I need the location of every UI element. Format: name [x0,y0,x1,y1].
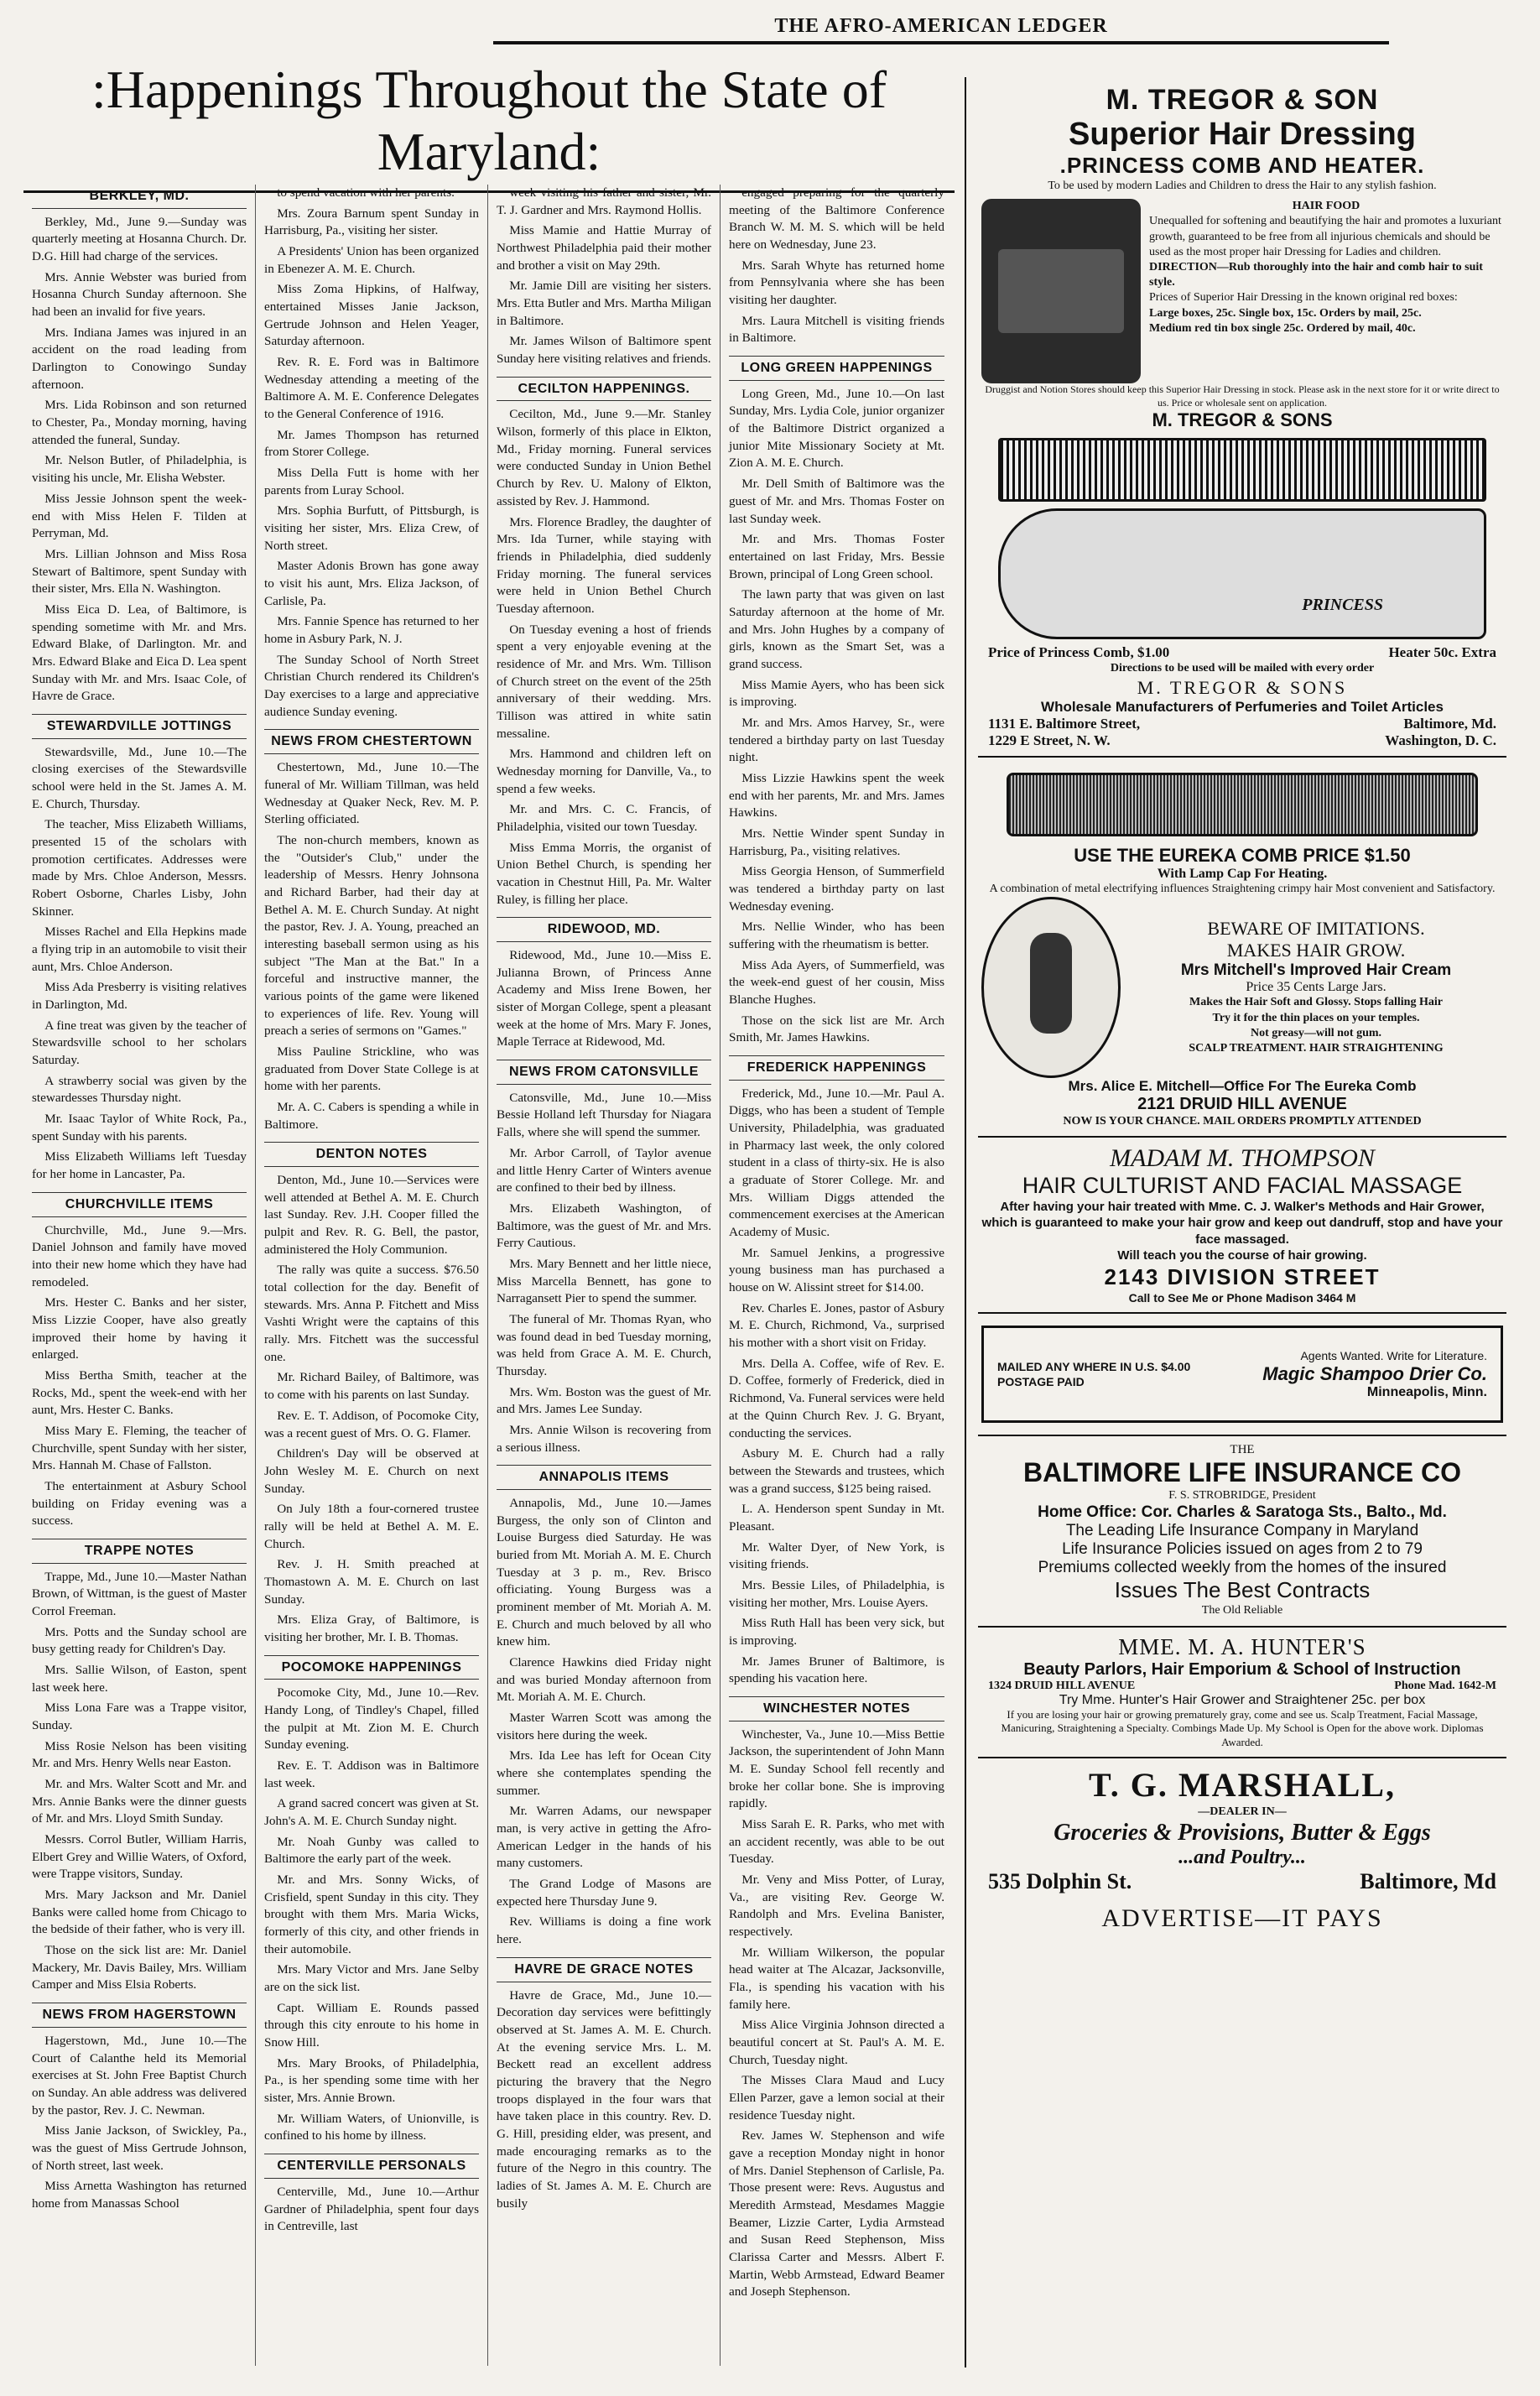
section-heading: HAVRE DE GRACE NOTES [497,1957,711,1982]
news-paragraph: Miss Lona Fare was a Trappe visitor, Sunday. [32,1701,247,1733]
news-paragraph: Mr. William Waters, of Unionville, is confined to his home by illness. [264,2111,479,2143]
wholesale-label: Wholesale Manufacturers of Perfumeries and Toilet Articles [1041,698,1444,715]
marshall-city: Baltimore, Md [1360,1869,1496,1894]
news-paragraph: Rev. E. T. Addison was in Baltimore last week. [264,1758,479,1790]
section-heading: NEWS FROM CHESTERTOWN [264,729,479,754]
news-paragraph: Mrs. Sophia Burfutt, of Pittsburgh, is visiting her sister, Mrs. Eliza Crew, of North street. [264,503,479,553]
news-paragraph: Mr. and Mrs. Sonny Wicks, of Crisfield, spent Sunday in this city. They brought with them Mrs. Maria Wicks, formerly of this city, and other friends in their automobile. [264,1873,479,1956]
hunter-address-row [981,1680,1503,1693]
news-paragraph: Mrs. Annie Webster was buried from Hosanna Church Sunday afternoon. She had been an invalid for five years. [32,269,247,320]
advertisement-column [965,77,1506,2367]
news-paragraph: Havre de Grace, Md., June 10.—Decoration day services were befittingly observed at St. James A. M. E. Church. At the evening service Mrs. L. M. Beckett read an excellent address picturing the bravery that the Negro troops displayed in the four wars that have taken place in this country. Rev. D. G. Hill, presiding elder, was present, and made encouraging remarks as to the future of the Negro in this country. The ladies of St. James A. M. E. Church are busily [497,1987,711,2211]
news-paragraph: Mrs. Sallie Wilson, of Easton, spent last week here. [32,1663,247,1695]
eureka-text [1129,918,1503,1056]
news-paragraph: The Misses Clara Maud and Lucy Ellen Parzer, gave a lemon social at their residence Tuesday night. [729,2073,944,2123]
tregor-firm: M. TREGOR & SON [1106,84,1379,116]
news-paragraph: Cecilton, Md., June 9.—Mr. Stanley Wilson, formerly of this place in Elkton, Md., Friday morning. Funeral services were conducted Sunday in Union Bethel Church by Rev. U. Malony of Elkton, assisted by Rev. J. Hammond. [497,407,711,508]
news-paragraph: Mrs. Nellie Winder, who has been suffering with the rheumatism is better. [729,919,944,951]
tregor-intro: To be used by modern Ladies and Children to dress the Hair to any stylish fashion. [1048,180,1437,192]
news-paragraph: Miss Elizabeth Williams left Tuesday for her home in Lancaster, Pa. [32,1149,247,1182]
news-paragraph: Mr. Veny and Miss Potter, of Luray, Va., are visiting Rev. George W. Randolph and Mrs. Evelina Banister, respectively. [729,1873,944,1940]
news-paragraph: Mrs. Hester C. Banks and her sister, Miss Lizzie Cooper, have also greatly improved their home by having it enlarged. [32,1295,247,1362]
address-row-2 [981,732,1503,749]
insurance-president: F. S. STROBRIDGE, President [1168,1489,1316,1503]
news-paragraph: Miss Janie Jackson, of Swickley, Pa., was the guest of Miss Gertrude Johnson, of North street, last week. [32,2123,247,2173]
news-paragraph: Mr. and Mrs. Walter Scott and Mr. and Mrs. Annie Banks were the dinner guests of Mr. and Mrs. Lloyd Smith Sunday. [32,1777,247,1826]
news-paragraph: Those on the sick list are Mr. Arch Smith, Mr. James Hawkins. [729,1013,944,1045]
shampoo-agents: Agents Wanted. Write for Literature. [1300,1349,1487,1363]
news-paragraph: On July 18th a four-cornered trustee rally will be held at Bethel A. M. E. Church. [264,1502,479,1551]
news-paragraph: Miss Della Futt is home with her parents from Luray School. [264,466,479,497]
news-paragraph: A fine treat was given by the teacher of Stewardsville school to her scholars Saturday. [32,1018,247,1068]
news-paragraph: Mr. Isaac Taylor of White Rock, Pa., spent Sunday with his parents. [32,1112,247,1143]
news-paragraph: L. A. Henderson spent Sunday in Mt. Pleasant. [729,1502,944,1534]
news-paragraph: Miss Lizzie Hawkins spent the week end with her parents, Mr. and Mrs. James Hawkins. [729,770,944,820]
cream-soft: Makes the Hair Soft and Glossy. Stops falling Hair [1189,996,1443,1009]
news-paragraph: Mr. Richard Bailey, of Baltimore, was to come with his parents on last Sunday. [264,1370,479,1403]
thompson-title: HAIR CULTURIST AND FACIAL MASSAGE [1022,1172,1463,1198]
shampoo-mailed: MAILED ANY WHERE IN U.S. $4.00 POSTAGE PAID [997,1359,1191,1389]
news-paragraph: The non-church members, known as the "Outsider's Club," under the leadership of Messrs. Henry Johnsona and Richard Barber, had their day at Bethel A. M. E. Church Sunday. At night the pastor, Rev. J. A. Young, preached an interesting baseball sermon using as his subject "The Man at the Bat." In a forceful and instructive manner, the various points of the game were likened to experiences of life. Rev. Young will preach a series of sermons on "Games." [264,832,479,1039]
news-paragraph: Mr. James Wilson of Baltimore spent Sunday here visiting relatives and friends. [497,334,711,367]
news-paragraph: Clarence Hawkins died Friday night and was buried Monday afternoon from Mt. Moriah A. M. E. Church. [497,1655,711,1705]
thompson-name: MADAM M. THOMPSON [1110,1143,1375,1172]
heater-icon [998,508,1486,639]
section-heading: DENTON NOTES [264,1142,479,1167]
news-paragraph: Mrs. Della A. Coffee, wife of Rev. E. D. Coffee, formerly of Frederick, died in Richmond, Va. Funeral services were held at the Quinn Church Rev. J. G. Bryant, conducting the services. [729,1356,944,1440]
news-paragraph: Pocomoke City, Md., June 10.—Rev. Handy Long, of Tindley's Chapel, filled the pulpit at Mt. Zion M. E. Church Sunday evening. [264,1685,479,1753]
news-column [721,185,953,2366]
lamp-cap-icon [981,897,1121,1078]
news-paragraph: Asbury M. E. Church had a rally between the Stewards and trustees, which was a grand success, $125 being raised. [729,1446,944,1496]
eureka-office: Mrs. Alice E. Mitchell—Office For The Eureka Comb [1068,1077,1417,1094]
news-paragraph: Mrs. Indiana James was injured in an accident on the road leading from Darlington to Conowingo Sunday afternoon. [32,325,247,392]
makes-hair-grow: MAKES HAIR GROW. [1226,940,1406,961]
news-paragraph: Mrs. Mary Brooks, of Philadelphia, Pa., is her spending some time with her sister, Mrs. Annie Brown. [264,2055,479,2106]
shampoo-brand: Magic Shampoo Drier Co. [1262,1363,1487,1385]
shampoo-drier-box [981,1326,1503,1423]
section-heading: NEWS FROM CATONSVILLE [497,1060,711,1085]
news-column [256,185,488,2366]
news-paragraph: Mrs. Wm. Boston was the guest of Mr. and Mrs. James Lee Sunday. [497,1384,711,1417]
section-heading: TRAPPE NOTES [32,1539,247,1564]
news-paragraph: The Grand Lodge of Masons are expected here Thursday June 9. [497,1877,711,1909]
news-paragraph: Hagerstown, Md., June 10.—The Court of Calanthe held its Memorial exercises at St. John Free Baptist Church on Sunday. An able address was delivered by the pastor, Rev. J. C. Newman. [32,2033,247,2117]
news-paragraph: Stewardsville, Md., June 10.—The closing exercises of the Stewardsville school were held in the St. James A. M. E. Church, Thursday. [32,744,247,811]
news-columns [23,185,955,2366]
news-paragraph: Rev. E. T. Addison, of Pocomoke City, was a recent guest of Mrs. O. G. Flamer. [264,1408,479,1440]
news-paragraph: Miss Rosie Nelson has been visiting Mr. and Mrs. Henry Wells near Easton. [32,1738,247,1771]
news-paragraph: Miss Ada Presberry is visiting relatives in Darlington, Md. [32,980,247,1013]
section-heading: WINCHESTER NOTES [729,1696,944,1721]
news-paragraph: Winchester, Va., June 10.—Miss Bettie Jackson, the superintendent of John Mann M. E. Sunday School fell recently and broke her collar bone. She is improving rapidly. [729,1727,944,1811]
insurance-old-reliable: The Old Reliable [1201,1604,1283,1617]
news-paragraph: Miss Georgia Henson, of Summerfield was tendered a birthday party on last Wednesday evening. [729,864,944,914]
page-headline: :Happenings Throughout the State of Maryland: [23,59,955,193]
news-paragraph: The lawn party that was given on last Saturday afternoon at the home of Mr. and Mrs. John Hughes by a company of girls, known as the Smart Set, was a grand success. [729,587,944,671]
news-paragraph: Mrs. Eliza Gray, of Baltimore, is visiting her brother, Mr. I. B. Thomas. [264,1612,479,1644]
hunter-title: Beauty Parlors, Hair Emporium & School of Instruction [1023,1659,1461,1679]
insurance-name: BALTIMORE LIFE INSURANCE CO [1022,1457,1462,1488]
news-paragraph: Mr. James Bruner of Baltimore, is spending his vacation here. [729,1654,944,1686]
news-paragraph: Mr. and Mrs. Thomas Foster entertained on last Friday, Mrs. Bessie Brown, principal of Long Green school. [729,532,944,581]
news-paragraph: A Presidents' Union has been organized in Ebenezer A. M. E. Church. [264,244,479,276]
heater-label: PRINCESS [1302,596,1383,615]
news-paragraph: Mrs. Sarah Whyte has returned home from Pennsylvania where she has been visiting her daughter. [729,258,944,308]
cream-greasy: Not greasy—will not gum. [1250,1026,1382,1039]
news-paragraph: Mrs. Bessie Liles, of Philadelphia, is visiting her mother, Mrs. Louise Ayers. [729,1577,944,1610]
news-paragraph: Rev. Charles E. Jones, pastor of Asbury M. E. Church, Richmond, Va., surprised his mother with a short visit on Friday. [729,1300,944,1351]
section-heading: CHURCHVILLE ITEMS [32,1192,247,1217]
hunter-name: MME. M. A. HUNTER'S [1118,1633,1366,1659]
news-paragraph: On Tuesday evening a host of friends spent a very enjoyable evening at the residence of Mr. and Mrs. Wm. Tillison of Church street on the event of the 25th anniversary of their wedding. Mrs. Tillison was attired in white satin messaline. [497,622,711,741]
thompson-ad [978,1138,1506,1314]
news-paragraph: Rev. J. H. Smith preached at Thomastown A. M. E. Church on last Sunday. [264,1557,479,1607]
news-paragraph: Annapolis, Md., June 10.—James Burgess, the only son of Clinton and Louise Burgess died Saturday. He was buried from Mt. Moriah A. M. E. Church Tuesday at 3 p. m., Rev. Brisco officiating. Young Burgess was a prominent member of Mt. Moriah A. M. E. Church and much beloved by all who knew him. [497,1496,711,1649]
eureka-chance: NOW IS YOUR CHANCE. MAIL ORDERS PROMPTLY ATTENDED [1063,1114,1422,1128]
news-paragraph: Mrs. Fannie Spence has returned to her home in Asbury Park, N. J. [264,614,479,647]
section-heading: BERKLEY, MD. [32,185,247,209]
news-paragraph: Rev. James W. Stephenson and wife gave a reception Monday night in honor of Mrs. Daniel Stephenson of Carlisle, Pa. Those present were: Revs. Augustus and Meredith Armstead, Mesdames Maggie Beamer, Lizzie Carter, Lydia Armstead and Susan Reed Stephenson, Miss Clarissa Carter and Messrs. Albert F. Martin, Webb Armstead, Edward Beamer and Joseph Stephenson. [729,2128,944,2300]
address-2-city: Washington, D. C. [1385,732,1496,748]
shampoo-brand-block [1262,1348,1487,1400]
masthead: THE AFRO-AMERICAN LEDGER [493,15,1389,44]
news-paragraph: Mr. Jamie Dill are visiting her sisters. Mrs. Etta Butler and Mrs. Martha Miligan in Baltimore. [497,279,711,328]
news-paragraph: Master Warren Scott was among the visitors here during the week. [497,1711,711,1742]
news-paragraph: Mrs. Nettie Winder spent Sunday in Harrisburg, Pa., visiting relatives. [729,826,944,858]
insurance-premiums: Premiums collected weekly from the homes of the insured [1038,1559,1447,1577]
news-paragraph: Mr. A. C. Cabers is spending a while in Baltimore. [264,1100,479,1132]
news-paragraph: Miss Arnetta Washington has returned home from Manassas School [32,2179,247,2211]
news-paragraph: Long Green, Md., June 10.—On last Sunday, Mrs. Lydia Cole, junior organizer of the Baltimore District organized a junior Mite Missionary Society at Mt. Zion A. M. E. Church. [729,386,944,471]
insurance-contracts: Issues The Best Contracts [1114,1577,1371,1603]
hunter-try: Try Mme. Hunter's Hair Grower and Straightener 25c. per box [1059,1692,1426,1707]
news-column [23,185,256,2366]
eureka-ad [978,758,1506,1138]
insurance-ad [978,1436,1506,1627]
news-paragraph: Miss Mamie and Hattie Murray of Northwest Philadelphia paid their mother and brother a visit on May 29th. [497,223,711,273]
news-paragraph: Mr. Noah Gunby was called to Baltimore the early part of the week. [264,1834,479,1867]
news-paragraph: The funeral of Mr. Thomas Ryan, who was found dead in bed Tuesday morning, was held from Grace A. M. E. Church, Thursday. [497,1311,711,1378]
news-paragraph: Churchville, Md., June 9.—Mrs. Daniel Johnson and family have moved into their new home which they have had remodeled. [32,1222,247,1289]
cream-price: Price 35 Cents Large Jars. [1246,980,1387,995]
news-paragraph: Mr. William Wilkerson, the popular head waiter at The Alcazar, Jacksonville, Fla., is spending his vacation with his family here. [729,1945,944,2012]
thompson-description: After having your hair treated with Mme. C. J. Walker's Methods and Hair Grower, which is guaranteed to make your hair grow and keep out dandruff, stop and have your face massaged. [981,1199,1503,1247]
news-paragraph: Mr. Walter Dyer, of New York, is visiting friends. [729,1539,944,1572]
insurance-leading: The Leading Life Insurance Company in Maryland [1065,1522,1419,1540]
eureka-lamp: With Lamp Cap For Heating. [1157,866,1328,881]
eureka-title: USE THE EUREKA COMB PRICE $1.50 [1074,844,1411,866]
news-paragraph: Mrs. Laura Mitchell is visiting friends in Baltimore. [729,313,944,346]
marshall-dealer: —DEALER IN— [1198,1805,1287,1819]
hair-cream: Mrs Mitchell's Improved Hair Cream [1180,961,1452,980]
prices-medium: Medium red tin box single 25c. Ordered by mail, 40c. [1149,321,1416,335]
news-paragraph: Miss Sarah E. R. Parks, who met with an accident recently, was able to be out Tuesday. [729,1817,944,1867]
brush-icon [1007,773,1478,836]
news-paragraph: The teacher, Miss Elizabeth Williams, presented 15 of the scholars with promotion certificates. Addresses were made by Mrs. Chloe Anderson, Messrs. Robert Osborne, Charles Lisby, John Skinner. [32,817,247,919]
news-paragraph: Mr. Dell Smith of Baltimore was the guest of Mr. and Mrs. Thomas Foster on last Sunday week. [729,477,944,526]
news-paragraph: Denton, Md., June 10.—Services were well attended at Bethel A. M. E. Church last Sunday. Rev. J.H. Cooper filled the pulpit and Rev. R. G. Bell, the pastor, administered the Holy Communion. [264,1173,479,1257]
news-paragraph: Miss Bertha Smith, teacher at the Rocks, Md., spent the week-end with her aunt, Mrs. Hester C. Banks. [32,1367,247,1418]
news-paragraph: Mrs. Annie Wilson is recovering from a serious illness. [497,1422,711,1455]
news-paragraph: Miss Jessie Johnson spent the week-end with Miss Helen F. Tilden at Perryman, Md. [32,491,247,541]
marshall-street: 535 Dolphin St. [988,1869,1132,1894]
section-heading: LONG GREEN HAPPENINGS [729,356,944,381]
news-paragraph: Mrs. Florence Bradley, the daughter of Mrs. Ida Turner, while staying with friends in Philadelphia, died suddenly Friday morning. The funeral services were held in Union Bethel Church Tuesday afternoon. [497,514,711,616]
news-paragraph: Master Adonis Brown has gone away to visit his aunt, Mrs. Eliza Jackson, of Carlisle, Pa. [264,559,479,608]
news-paragraph: engaged preparing for the quarterly meeting of the Baltimore Conference Branch W. M. M. S. which will be held here on Wednesday, June 23. [729,185,944,253]
address-row-1 [981,716,1503,732]
section-heading: FREDERICK HAPPENINGS [729,1055,944,1081]
cream-try: Try it for the thin places on your temples. [1212,1011,1420,1024]
news-paragraph: Miss Ruth Hall has been very sick, but is improving. [729,1616,944,1648]
scalp-treatment: SCALP TREATMENT. HAIR STRAIGHTENING [1189,1041,1444,1055]
hair-food-direction: DIRECTION—Rub thoroughly into the hair and comb hair to suit style. [1149,260,1483,289]
news-paragraph: The rally was quite a success. $76.50 total collection for the day. Benefit of stewards. Mrs. Anna P. Fitchett and Miss Vashti Wright were the captains of this rally. Mrs. Fitchett was the successful one. [264,1263,479,1364]
marshall-ad [978,1758,1506,1940]
druggist-note: Druggist and Notion Stores should keep this Superior Hair Dressing in stock. Please ask in the next store for it or write direct to us. Price or wholesale sent on application. [985,383,1500,409]
news-paragraph: Miss Emma Morris, the organist of Union Bethel Church, is spending her vacation in Chestnut Hill, Pa. Mr. Walter Ruley, is filling her place. [497,840,711,907]
news-paragraph: Mr. James Thompson has returned from Storer College. [264,427,479,460]
news-paragraph: Chestertown, Md., June 10.—The funeral of Mr. William Tillman, was held Wednesday at Quaker Neck, Rev. M. P. Sterling officiated. [264,760,479,827]
news-paragraph: Messrs. Corrol Butler, William Harris, Elbert Grey and Willie Waters, of Oxford, were Trappe visitors, Sunday. [32,1832,247,1882]
news-paragraph: Miss Eica D. Lea, of Baltimore, is spending sometime with Mr. and Mrs. Edward Blake, of Darlington. Mr. and Mrs. Edward Blake and Eica D. Lea spent Sunday with Mr. and Mrs. Isaac Cole, of Havre de Grace. [32,602,247,704]
news-paragraph: Miss Alice Virginia Johnson directed a beautiful concert at St. Paul's A. M. E. Church, Tuesday night. [729,2018,944,2067]
news-paragraph: Capt. William E. Rounds passed through this city enroute to his home in Snow Hill. [264,2000,479,2050]
tregor-product-box [981,199,1503,383]
address-1-street: 1131 E. Baltimore Street, [988,715,1141,732]
news-paragraph: Mr. Samuel Jenkins, a progressive young business man has purchased a house on W. Alissint street for $14.00. [729,1245,944,1295]
news-paragraph: Frederick, Md., June 10.—Mr. Paul A. Diggs, who has been a student of Temple University, Philadelphia, was graduated in Pharmacy last week, the only colored student in a class of thirty-six. He is also a graduate of Storer College. Mr. and Mrs. William Diggs attended the commencement exercises at the American Academy of Music. [729,1086,944,1240]
eureka-combination: A combination of metal electrifying influences Straightening crimpy hair Most convenient and Satisfactory. [989,882,1496,895]
thompson-teach: Will teach you the course of hair growing. [1117,1248,1367,1263]
beware-imitations: BEWARE OF IMITATIONS. [1207,918,1425,940]
address-2-street: 1229 E Street, N. W. [988,732,1111,748]
marshall-goods: Groceries & Provisions, Butter & Eggs [1054,1820,1431,1846]
comb-icon [998,438,1486,502]
news-paragraph: Centerville, Md., June 10.—Arthur Gardner of Philadelphia, spent four days in Centreville, last [264,2184,479,2234]
news-paragraph: Rev. R. E. Ford was in Baltimore Wednesday attending a meeting of the Baltimore A. M. E. Conference Delegates to the General Conference of 1916. [264,355,479,422]
eureka-body [981,897,1503,1078]
news-paragraph: Mr. Nelson Butler, of Philadelphia, is visiting his uncle, Mr. Elisha Webster. [32,453,247,486]
news-paragraph: Rev. Williams is doing a fine work here. [497,1914,711,1947]
insurance-office: Home Office: Cor. Charles & Saratoga Sts., Balto., Md. [1038,1503,1447,1522]
news-paragraph: Mrs. Potts and the Sunday school are busy getting ready for Children's Day. [32,1624,247,1657]
tregor-description [1149,199,1503,383]
news-paragraph: Miss Pauline Strickline, who was graduated from Dover State College is at home with her parents. [264,1044,479,1094]
tregor-subtitle: .PRINCESS COMB AND HEATER. [1059,153,1425,178]
section-heading: CENTERVILLE PERSONALS [264,2154,479,2179]
news-paragraph: Ridewood, Md., June 10.—Miss E. Julianna Brown, of Princess Anne Academy and Miss Irene Bowen, her sister of Morgan College, spent a pleasant week at the home of Mrs. Mary F. Jones, Maple Terrace at Ridewood, Md. [497,948,711,1050]
tregor-title: Superior Hair Dressing [1069,117,1416,152]
marshall-address-row [981,1869,1503,1894]
section-heading: NEWS FROM HAGERSTOWN [32,2003,247,2028]
section-heading: POCOMOKE HAPPENINGS [264,1655,479,1680]
marshall-poultry: ...and Poultry... [1178,1846,1306,1869]
section-heading: ANNAPOLIS ITEMS [497,1465,711,1490]
news-paragraph: Mrs. Lillian Johnson and Miss Rosa Stewart of Baltimore, spent Sunday with their sister, Mrs. Ella N. Washington. [32,546,247,596]
news-paragraph: Mr. Arbor Carroll, of Taylor avenue and little Henry Carter of Winters avenue are confined to their bed by illness. [497,1145,711,1195]
news-paragraph: Misses Rachel and Ella Hepkins made a flying trip in an automobile to visit their aunt, Mrs. Chloe Anderson. [32,925,247,974]
address-1-city: Baltimore, Md. [1403,715,1496,732]
news-paragraph: Miss Zoma Hipkins, of Halfway, entertained Misses Janie Jackson, Gertrude Johnson and Helen Yeager, Saturday afternoon. [264,282,479,349]
news-paragraph: Mrs. Hammond and children left on Wednesday morning for Danville, Va., to spend a few weeks. [497,747,711,796]
section-heading: STEWARDVILLE JOTTINGS [32,714,247,739]
shampoo-ad [978,1314,1506,1436]
news-paragraph: Catonsville, Md., June 10.—Miss Bessie Holland left Thursday for Niagara Falls, where she will spend the summer. [497,1090,711,1140]
news-paragraph: Mr. and Mrs. C. C. Francis, of Philadelphia, visited our town Tuesday. [497,802,711,834]
news-paragraph: Mrs. Mary Jackson and Mr. Daniel Banks were called home from Chicago to the bedside of their father, who is very ill. [32,1888,247,1937]
price-heater: Heater 50c. Extra [1388,644,1496,661]
hunter-description: If you are losing your hair or growing prematurely gray, come and see us. Scalp Treatment, Facial Massage, Manicuring, Straightening a Specialty. Combings Made Up. My School is Open for the above work. Diplomas Awarded. [1001,1707,1484,1749]
news-paragraph: Trappe, Md., June 10.—Master Nathan Brown, of Wittman, is the guest of Master Corrol Freeman. [32,1569,247,1619]
tregor-firm-3: M. TREGOR & SONS [1137,676,1348,698]
price-comb: Price of Princess Comb, $1.00 [988,644,1170,661]
news-paragraph: Miss Mamie Ayers, who has been sick is improving. [729,677,944,710]
news-paragraph: Mrs. Mary Victor and Mrs. Jane Selby are on the sick list. [264,1962,479,1995]
directions-mail: Directions to be used will be mailed with every order [1110,662,1375,675]
news-paragraph: The entertainment at Asbury School building on Friday evening was a success. [32,1478,247,1529]
hunter-address: 1324 DRUID HILL AVENUE [988,1679,1136,1692]
insurance-the: THE [1230,1443,1255,1457]
news-paragraph: Mr. and Mrs. Amos Harvey, Sr., were tendered a birthday party on last Tuesday night. [729,715,944,765]
news-paragraph: A strawberry social was given by the stewardesses Thursday night. [32,1073,247,1106]
section-heading: CECILTON HAPPENINGS. [497,377,711,402]
price-row [981,644,1503,661]
news-column [488,185,721,2366]
hair-dressing-jar-icon [981,199,1141,383]
news-paragraph: Mr. Warren Adams, our newspaper man, is very active in getting the Afro-American Ledger in the hands of his many customers. [497,1804,711,1871]
news-paragraph: Mrs. Zoura Barnum spent Sunday in Harrisburg, Pa., visiting her sister. [264,206,479,238]
prices-heading: Prices of Superior Hair Dressing in the known original red boxes: [1149,291,1458,305]
shampoo-city: Minneapolis, Minn. [1366,1385,1487,1400]
news-paragraph: Those on the sick list are: Mr. Daniel Mackery, Mr. Davis Bailey, Mrs. William Camper and Miss Elsia Roberts. [32,1943,247,1992]
news-paragraph: Mrs. Lida Robinson and son returned to Chester, Pa., Monday morning, having attended the funeral, Sunday. [32,398,247,447]
news-paragraph: Miss Ada Ayers, of Summerfield, was the week-end guest of her cousin, Miss Blanche Hughes. [729,957,944,1007]
tregor-firm-2: M. TREGOR & SONS [1152,409,1333,431]
thompson-address: 2143 DIVISION STREET [1104,1263,1381,1289]
advertise-footer: ADVERTISE—IT PAYS [1101,1904,1383,1933]
news-paragraph: Mrs. Ida Lee has left for Ocean City where she contemplates spending the summer. [497,1748,711,1798]
news-paragraph: Mrs. Mary Bennett and her little niece, Miss Marcella Bennett, has gone to Narragansett Pier to spend the summer. [497,1256,711,1306]
tregor-ad [978,77,1506,758]
hunter-ad [978,1628,1506,1759]
hair-food-label: HAIR FOOD [1292,200,1361,213]
news-paragraph: Mrs. Elizabeth Washington, of Baltimore, was the guest of Mr. and Mrs. Ferry Cautious. [497,1201,711,1251]
prices-large: Large boxes, 25c. Single box, 15c. Orders by mail, 25c. [1149,306,1422,320]
eureka-address: 2121 DRUID HILL AVENUE [1137,1094,1347,1113]
news-paragraph: A grand sacred concert was given at St. John's A. M. E. Church Sunday night. [264,1796,479,1829]
news-paragraph: Children's Day will be observed at John Wesley M. E. Church on next Sunday. [264,1446,479,1496]
news-paragraph: to spend vacation with her parents. [277,185,455,200]
insurance-ages: Life Insurance Policies issued on ages from 2 to 79 [1062,1540,1423,1559]
news-paragraph: Berkley, Md., June 9.—Sunday was quarterly meeting at Hosanna Church. Dr. D.G. Hill had charge of the services. [32,214,247,264]
hunter-phone: Phone Mad. 1642-M [1394,1679,1496,1692]
thompson-call: Call to See Me or Phone Madison 3464 M [1128,1290,1356,1305]
section-heading: RIDEWOOD, MD. [497,917,711,942]
news-paragraph: The Sunday School of North Street Christian Church rendered its Children's Day exercises to a large and appreciative audience Sunday evening. [264,652,479,719]
hair-food-description: Unequalled for softening and beautifying the hair and promotes a luxuriant growth, guaranteed to be free from all injurious chemicals and should be used as the most proper hair Dressing for Ladies and children. [1149,215,1501,258]
marshall-name: T. G. MARSHALL, [1089,1766,1396,1805]
news-paragraph: Miss Mary E. Fleming, the teacher of Churchville, spent Sunday with her sister, Mrs. Hannah M. Chase of Fallston. [32,1423,247,1473]
news-paragraph: week visiting his father and sister, Mr. T. J. Gardner and Mrs. Raymond Hollis. [497,185,711,217]
